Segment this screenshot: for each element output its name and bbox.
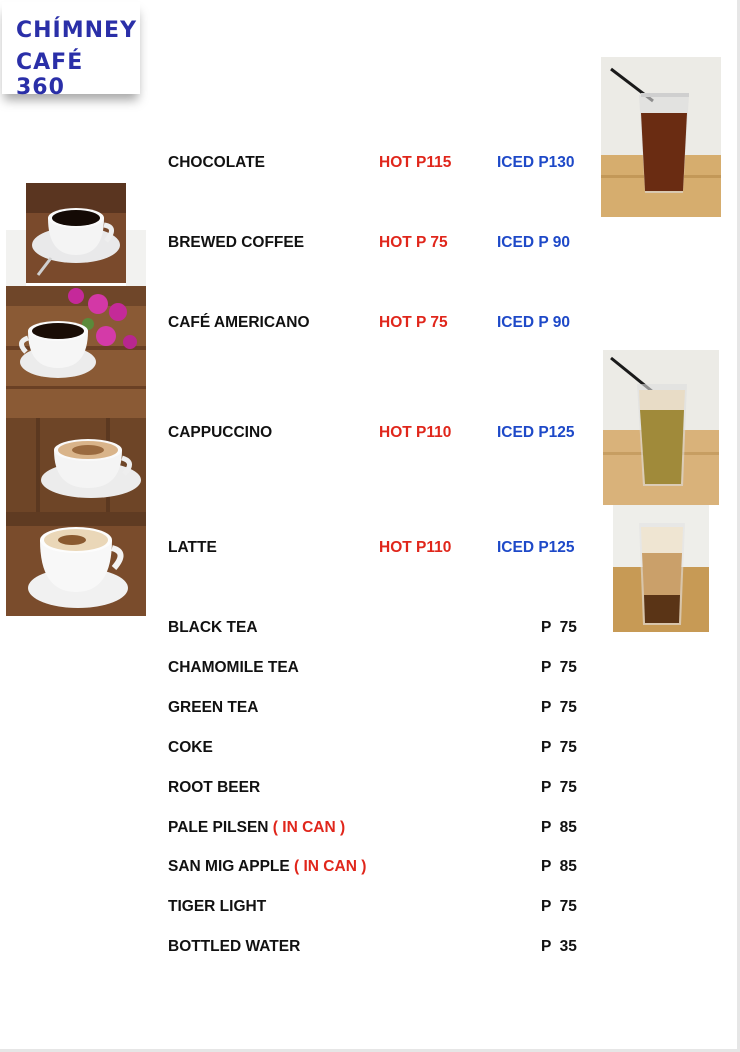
menu-item-bottled-water bbox=[0, 937, 740, 957]
item-price: P 85 bbox=[541, 858, 577, 875]
menu-item-chocolate bbox=[0, 153, 740, 173]
iced-price: ICED P 90 bbox=[497, 234, 570, 251]
item-name: CAPPUCCINO bbox=[168, 424, 273, 441]
iced-chocolate-glass-photo bbox=[601, 57, 721, 217]
menu-item-brewed-coffee bbox=[0, 233, 740, 253]
item-price: P 85 bbox=[541, 819, 577, 836]
item-name: BOTTLED WATER bbox=[168, 938, 301, 955]
menu-item-green-tea bbox=[0, 698, 740, 718]
item-name: COKE bbox=[168, 739, 213, 756]
iced-price: ICED P125 bbox=[497, 539, 575, 556]
menu-item-root-beer bbox=[0, 778, 740, 798]
menu-item-chamomile-tea bbox=[0, 658, 740, 678]
item-name: SAN MIG APPLE bbox=[168, 858, 290, 875]
item-price: P 35 bbox=[541, 938, 577, 955]
item-name: ROOT BEER bbox=[168, 779, 261, 796]
item-name: CHOCOLATE bbox=[168, 154, 266, 171]
item-price: P 75 bbox=[541, 898, 577, 915]
iced-price: ICED P130 bbox=[497, 154, 575, 171]
hot-price: HOT P 75 bbox=[379, 234, 448, 251]
item-price: P 75 bbox=[541, 659, 577, 676]
item-name-with-note bbox=[168, 857, 366, 877]
cafe-logo bbox=[2, 2, 140, 100]
item-price: P 75 bbox=[541, 779, 577, 796]
item-price: P 75 bbox=[541, 619, 577, 636]
item-price: P 75 bbox=[541, 699, 577, 716]
item-note: ( IN CAN ) bbox=[272, 819, 346, 836]
menu-item-coke bbox=[0, 738, 740, 758]
menu-item-black-tea bbox=[0, 618, 740, 638]
menu-item-cappuccino bbox=[0, 423, 740, 443]
menu-item-san-mig-apple bbox=[0, 857, 740, 877]
iced-latte-glass-photo bbox=[613, 505, 709, 632]
item-name: CAFÉ AMERICANO bbox=[168, 314, 310, 331]
item-name: CHAMOMILE TEA bbox=[168, 659, 299, 676]
menu-item-latte bbox=[0, 538, 740, 558]
menu-item-tiger-light bbox=[0, 897, 740, 917]
latte-cup-photo bbox=[6, 512, 146, 616]
item-name-with-note bbox=[168, 818, 345, 838]
item-name: LATTE bbox=[168, 539, 217, 556]
menu-item-pale-pilsen bbox=[0, 818, 740, 838]
hot-price: HOT P110 bbox=[379, 424, 452, 441]
item-name: BREWED COFFEE bbox=[168, 234, 305, 251]
item-name: TIGER LIGHT bbox=[168, 898, 267, 915]
logo-line-1: CHÍMNEY bbox=[16, 18, 138, 43]
menu-item-cafe-americano bbox=[0, 313, 740, 333]
logo-line-2: CAFÉ 360 bbox=[16, 50, 84, 100]
item-name: PALE PILSEN bbox=[168, 819, 269, 836]
iced-price: ICED P 90 bbox=[497, 314, 570, 331]
hot-price: HOT P110 bbox=[379, 539, 452, 556]
hot-price: HOT P 75 bbox=[379, 314, 448, 331]
item-name: BLACK TEA bbox=[168, 619, 258, 636]
item-price: P 75 bbox=[541, 739, 577, 756]
americano-cup-with-flowers-photo bbox=[6, 286, 146, 418]
iced-price: ICED P125 bbox=[497, 424, 575, 441]
hot-price: HOT P115 bbox=[379, 154, 452, 171]
item-note: ( IN CAN ) bbox=[294, 858, 367, 875]
item-name: GREEN TEA bbox=[168, 699, 259, 716]
